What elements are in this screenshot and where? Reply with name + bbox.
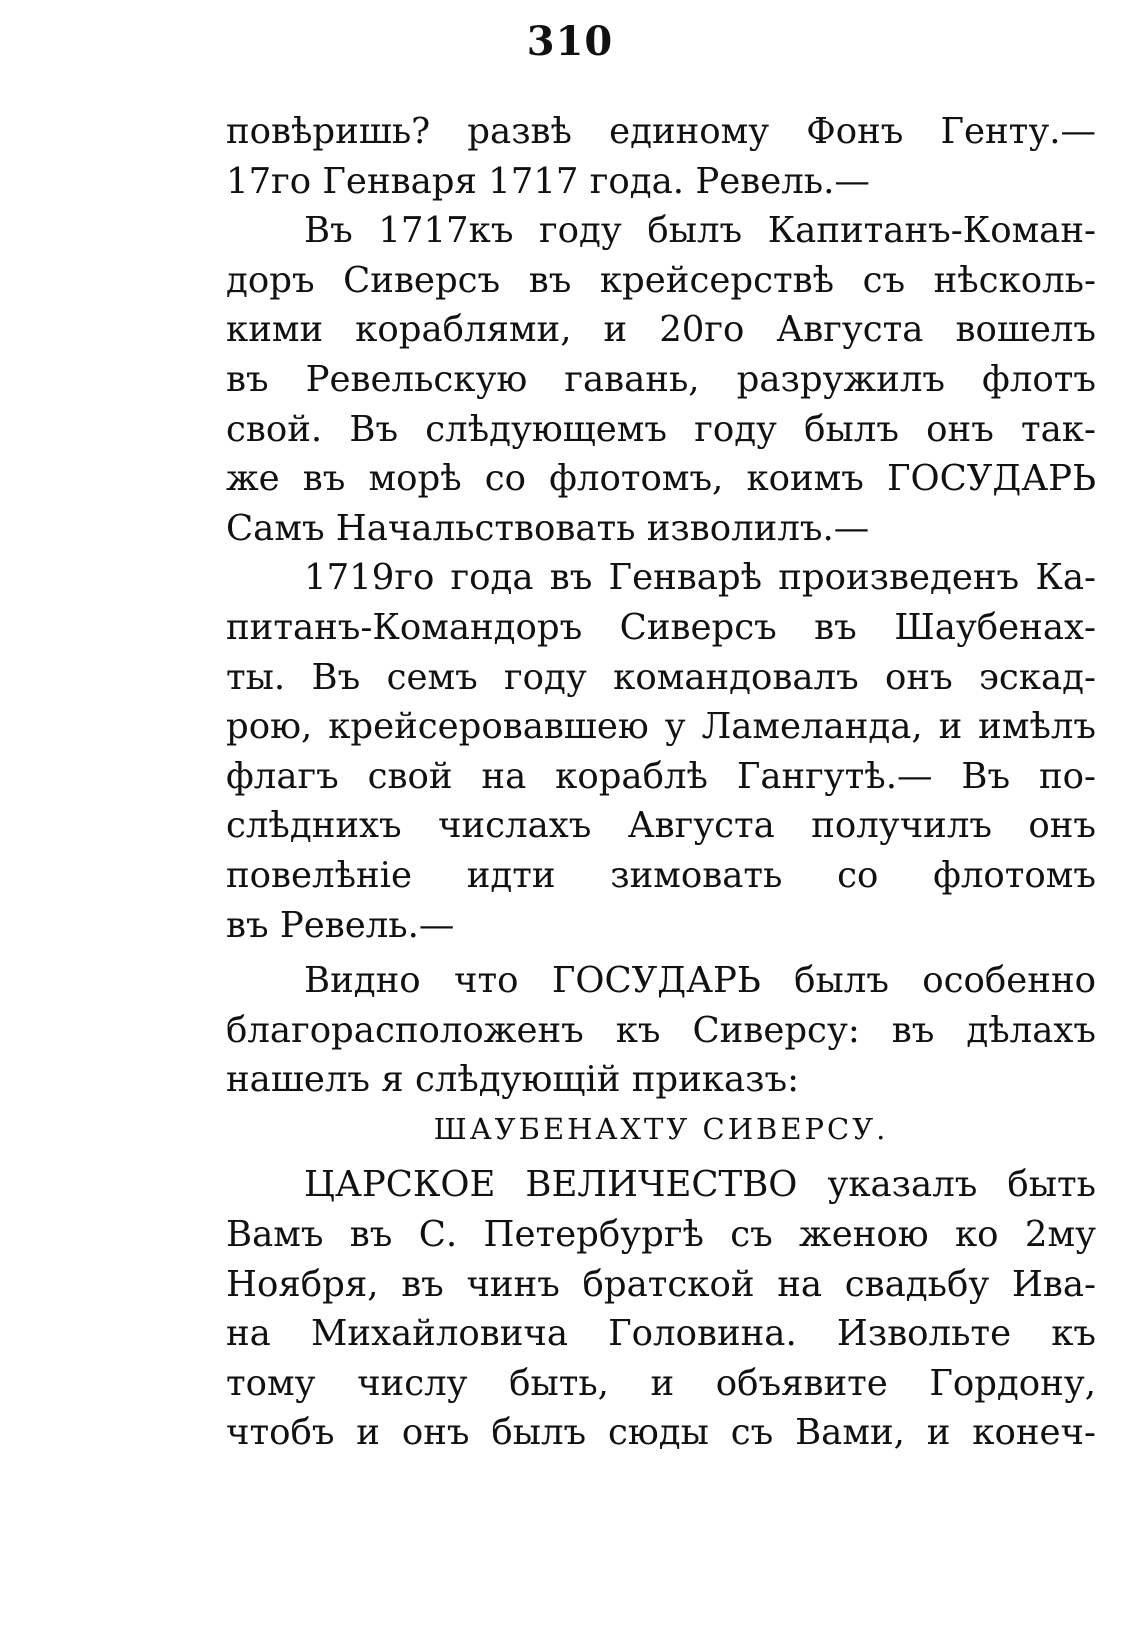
- text-line: ЦАРСКОЕ ВЕЛИЧЕСТВО указалъ быть: [304, 1164, 1096, 1206]
- text-line: тому числу быть, и объявите Гордону,: [226, 1362, 1096, 1404]
- text-line: ты. Въ семъ году командовалъ онъ эскад-: [226, 656, 1096, 698]
- text-line: Самъ Начальствовать изволилъ.—: [226, 507, 870, 549]
- text-line: рою, крейсеровавшею у Ламеланда, и имѣлъ: [226, 706, 1096, 748]
- text-line: нашелъ я слѣдующій приказъ:: [226, 1059, 800, 1101]
- text-line: благорасположенъ къ Сиверсу: въ дѣлахъ: [226, 1009, 1096, 1051]
- text-line: Ноября, въ чинъ братской на свадьбу Ива-: [226, 1263, 1096, 1305]
- text-line: доръ Сиверсъ въ крейсерствѣ съ нѣсколь-: [226, 259, 1096, 301]
- text-line: въ Ревель.—: [226, 904, 455, 946]
- text-line: слѣднихъ числахъ Августа получилъ онъ: [226, 805, 1096, 847]
- text-line: Видно что ГОСУДАРЬ былъ особенно: [304, 960, 1096, 1002]
- text-line: повелѣніе идти зимовать со флотомъ: [226, 854, 1096, 896]
- text-line: же въ морѣ со флотомъ, коимъ ГОСУДАРЬ: [226, 458, 1096, 500]
- body-text: [226, 107, 1096, 1458]
- text-line: 1719го года въ Генварѣ произведенъ Ка-: [304, 557, 1096, 599]
- order-heading: ШАУБЕНАХТУ СИВЕРСУ.: [433, 1111, 889, 1146]
- text-line: флагъ свой на кораблѣ Гангутѣ.— Въ по-: [226, 755, 1096, 797]
- text-line: въ Ревельскую гавань, разружилъ флотъ: [226, 358, 1096, 400]
- text-line: повѣришь? развѣ единому Фонъ Генту.—: [226, 111, 1096, 152]
- page-number: 310: [526, 18, 614, 65]
- text-line: кими кораблями, и 20го Августа вошелъ: [226, 309, 1096, 351]
- text-line: на Михайловича Головина. Извольте къ: [226, 1313, 1096, 1355]
- text-line: Въ 1717къ году былъ Капитанъ-Коман-: [304, 210, 1096, 252]
- text-line: чтобъ и онъ былъ сюды съ Вами, и конеч-: [226, 1412, 1096, 1454]
- text-line: Вамъ въ С. Петербургѣ съ женою ко 2му: [226, 1214, 1096, 1256]
- text-line: свой. Въ слѣдующемъ году былъ онъ так-: [226, 408, 1096, 450]
- text-line: питанъ-Командоръ Сиверсъ въ Шаубенах-: [226, 606, 1096, 648]
- text-line: 17го Генваря 1717 года. Ревель.—: [226, 160, 870, 202]
